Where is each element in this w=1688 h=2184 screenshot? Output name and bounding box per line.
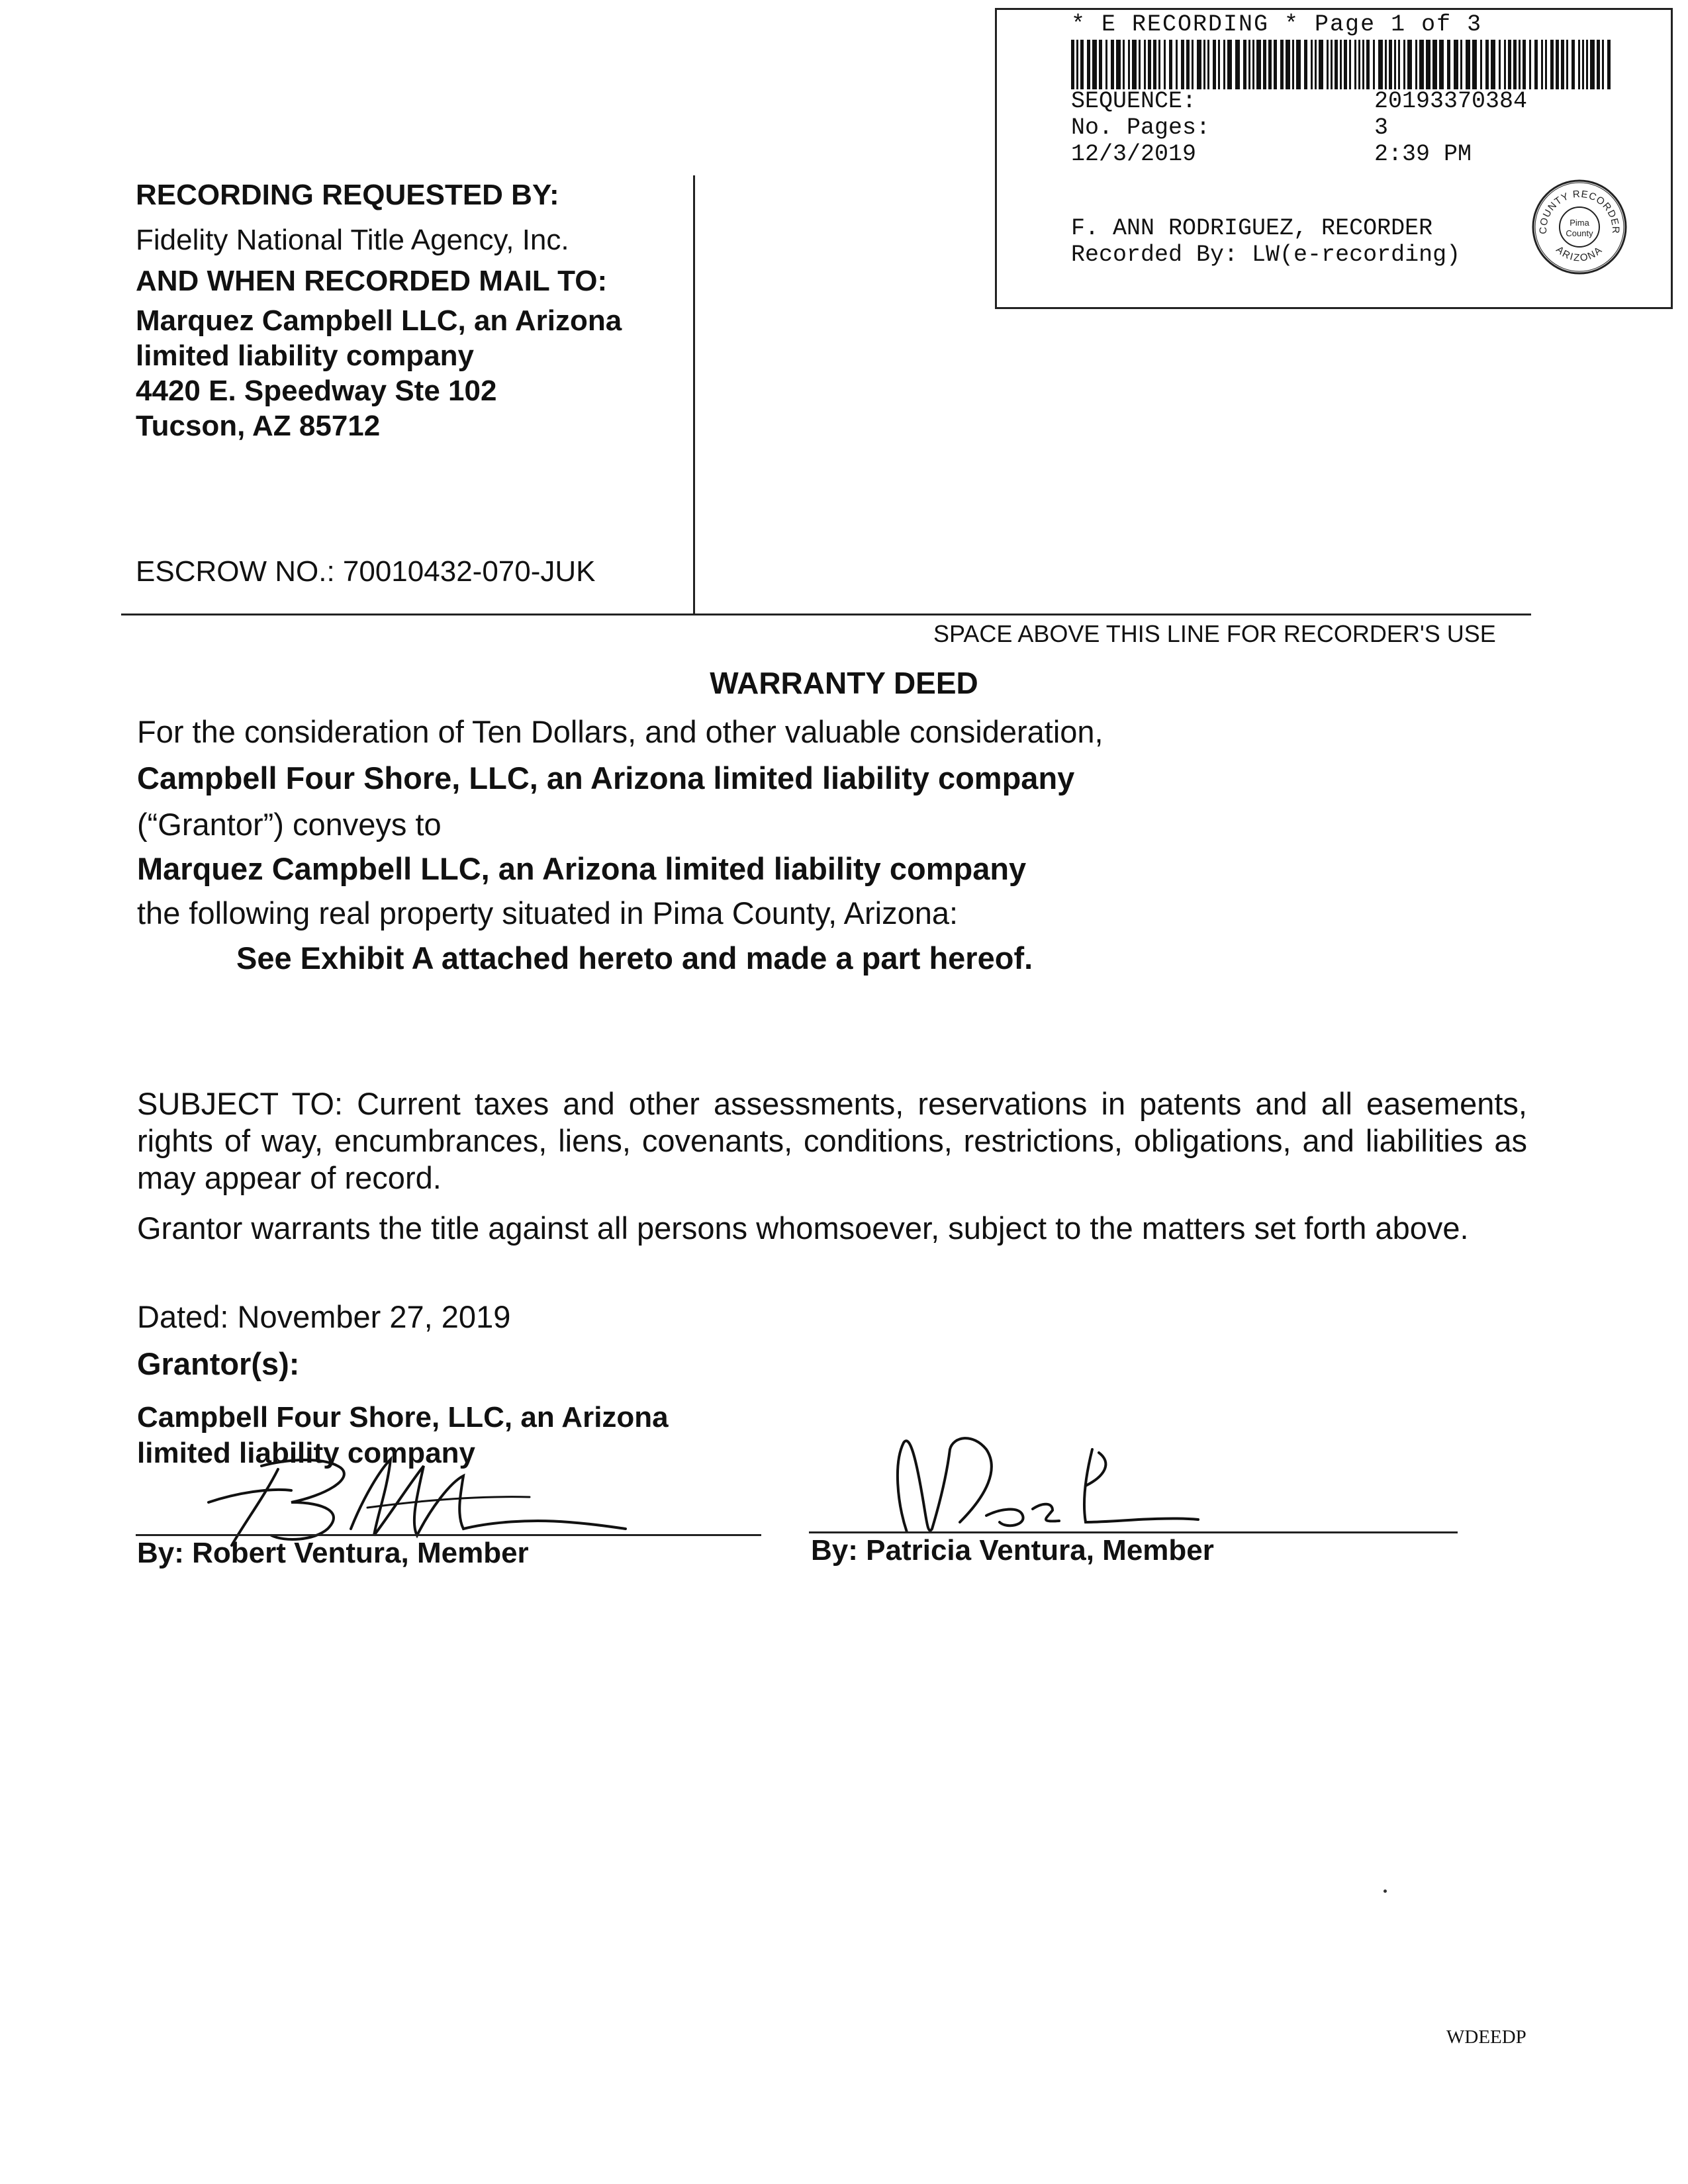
recorded-date: 12/3/2019 xyxy=(1071,141,1197,167)
sequence-label: SEQUENCE: xyxy=(1071,88,1197,114)
warranty-paragraph: Grantor warrants the title against all persons whomsoever, subject to the matters set forth above. xyxy=(137,1210,1469,1246)
barcode xyxy=(1071,40,1614,89)
mail-to-name-line-1: Marquez Campbell LLC, an Arizona xyxy=(136,304,622,337)
exhibit-reference: See Exhibit A attached hereto and made a part hereof. xyxy=(236,940,1033,976)
county-recorder-seal-icon xyxy=(1530,177,1629,277)
signer-patricia-ventura: By: Patricia Ventura, Member xyxy=(811,1534,1214,1567)
recording-requested-by: Fidelity National Title Agency, Inc. xyxy=(136,224,569,256)
seal-bottom-text: ARIZONA xyxy=(1554,244,1605,264)
stamp-header: * E RECORDING * Page 1 of 3 xyxy=(1071,11,1483,38)
grantor-entity-line-2: limited liability company xyxy=(137,1437,476,1469)
signer-robert-ventura: By: Robert Ventura, Member xyxy=(137,1537,529,1569)
grantor-entity-line-1: Campbell Four Shore, LLC, an Arizona xyxy=(137,1401,669,1433)
mail-to-address-line-1: 4420 E. Speedway Ste 102 xyxy=(136,375,497,407)
recorder-name: F. ANN RODRIGUEZ, RECORDER xyxy=(1071,215,1433,242)
header-divider-vertical xyxy=(693,175,695,615)
recorded-by: Recorded By: LW(e-recording) xyxy=(1071,242,1461,268)
dated-line: Dated: November 27, 2019 xyxy=(137,1299,511,1334)
seal-center-1: Pima xyxy=(1570,218,1589,228)
grantor-name: Campbell Four Shore, LLC, an Arizona limited liability company xyxy=(137,760,1075,796)
recorder-use-line xyxy=(121,614,1531,615)
recording-requested-label: RECORDING REQUESTED BY: xyxy=(136,179,559,211)
grantors-label: Grantor(s): xyxy=(137,1346,300,1381)
escrow-number: ESCROW NO.: 70010432-070-JUK xyxy=(136,555,596,588)
seal-top-text: COUNTY RECORDER xyxy=(1537,188,1622,234)
form-code: WDEEDP xyxy=(1446,2026,1526,2048)
recorded-time: 2:39 PM xyxy=(1374,141,1472,167)
grantee-name: Marquez Campbell LLC, an Arizona limited liability company xyxy=(137,851,1027,886)
recorder-stamp xyxy=(995,8,1673,309)
signature-line-1 xyxy=(136,1534,761,1536)
scan-speck xyxy=(1383,1889,1387,1893)
conveys-text: (“Grantor”) conveys to xyxy=(137,807,442,842)
seal-center-2: County xyxy=(1566,228,1593,238)
signature-line-2 xyxy=(809,1531,1458,1533)
mail-to-address-line-2: Tucson, AZ 85712 xyxy=(136,410,381,442)
mail-to-label: AND WHEN RECORDED MAIL TO: xyxy=(136,265,608,297)
document-title: WARRANTY DEED xyxy=(710,666,978,700)
consideration-text: For the consideration of Ten Dollars, and other valuable consideration, xyxy=(137,714,1103,749)
property-text: the following real property situated in Pima County, Arizona: xyxy=(137,895,959,931)
sequence-value: 20193370384 xyxy=(1374,88,1528,114)
subject-to-paragraph: SUBJECT TO: Current taxes and other assessments, reservations in patents and all easements, rights of way, encumbrances, liens, covenants, conditions, restrictions, obligations, and liabilities as may appear of record. xyxy=(137,1086,1527,1195)
recorder-use-note: SPACE ABOVE THIS LINE FOR RECORDER'S USE xyxy=(933,620,1496,647)
mail-to-name-line-2: limited liability company xyxy=(136,340,475,372)
pages-label: No. Pages: xyxy=(1071,114,1211,141)
pages-value: 3 xyxy=(1374,114,1389,141)
